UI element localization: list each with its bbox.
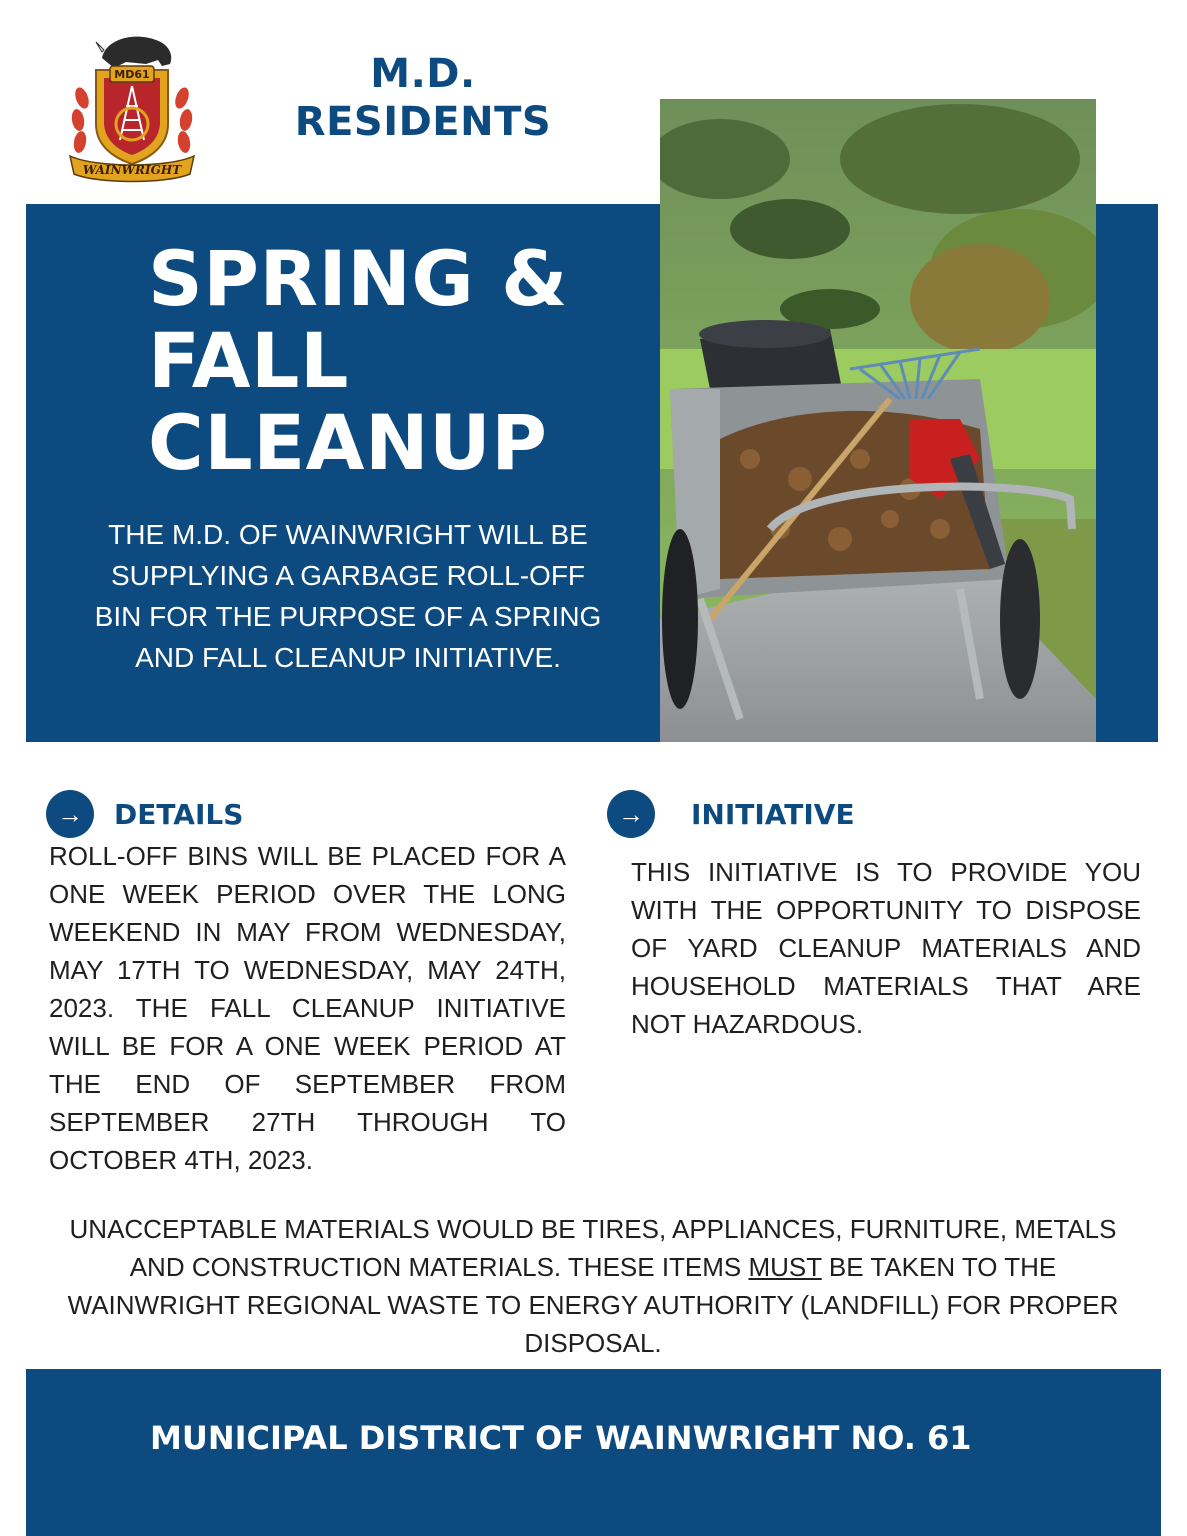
unacceptable-materials-text <box>60 1210 1126 1362</box>
details-heading-label: DETAILS <box>114 797 244 831</box>
initiative-heading-label: INITIATIVE <box>691 797 855 831</box>
unacceptable-text-part-1: UNACCEPTABLE MATERIALS WOULD BE TIRES, APPLIANCES, FURNITURE, METALS AND CONSTRUCTION MATERIALS. THESE ITEMS <box>69 1214 1117 1282</box>
initiative-heading <box>607 790 855 838</box>
details-heading <box>46 790 243 838</box>
header-title <box>258 50 588 146</box>
header-title-line-1: M.D. <box>370 51 476 97</box>
hero-title <box>148 234 618 487</box>
municipal-logo <box>66 28 198 184</box>
header-title-line-2: RESIDENTS <box>294 99 552 145</box>
hero-title-line-3: CLEANUP <box>148 398 548 487</box>
unacceptable-emphasis: MUST <box>748 1252 822 1282</box>
logo-banner-text: WAINWRIGHT <box>82 163 182 177</box>
unacceptable-text-part-2: BE TAKEN TO THE WAINWRIGHT REGIONAL WASTE TO ENERGY AUTHORITY (LANDFILL) FOR PROPER DISPOSAL. <box>67 1252 1119 1358</box>
details-text: ROLL-OFF BINS WILL BE PLACED FOR A ONE WEEK PERIOD OVER THE LONG WEEKEND IN MAY FROM WEDNESDAY, MAY 17TH TO WEDNESDAY, MAY 24TH, 2023. THE FALL CLEANUP INITIATIVE WILL BE FOR A ONE WEEK PERIOD AT THE END OF SEPTEMBER FROM SEPTEMBER 27TH THROUGH TO OCTOBER 4TH, 2023. <box>49 841 566 1175</box>
arrow-right-icon: → <box>46 790 94 838</box>
arrow-right-icon: → <box>607 790 655 838</box>
hero-description: THE M.D. OF WAINWRIGHT WILL BE SUPPLYING A GARBAGE ROLL-OFF BIN FOR THE PURPOSE OF A SPRING AND FALL CLEANUP INITIATIVE. <box>94 519 602 673</box>
logo-crest-icon <box>66 28 198 184</box>
initiative-text: THIS INITIATIVE IS TO PROVIDE YOU WITH THE OPPORTUNITY TO DISPOSE OF YARD CLEANUP MATERIALS AND HOUSEHOLD MATERIALS THAT ARE NOT HAZARDOUS. <box>631 857 1141 1039</box>
hero-title-line-1: SPRING & <box>148 234 568 323</box>
footer-text: MUNICIPAL DISTRICT OF WAINWRIGHT NO. 61 <box>150 1419 972 1457</box>
yard-cart-photo <box>660 99 1096 742</box>
hero-title-line-2: FALL <box>148 316 349 405</box>
logo-badge-text: MD61 <box>114 68 150 81</box>
